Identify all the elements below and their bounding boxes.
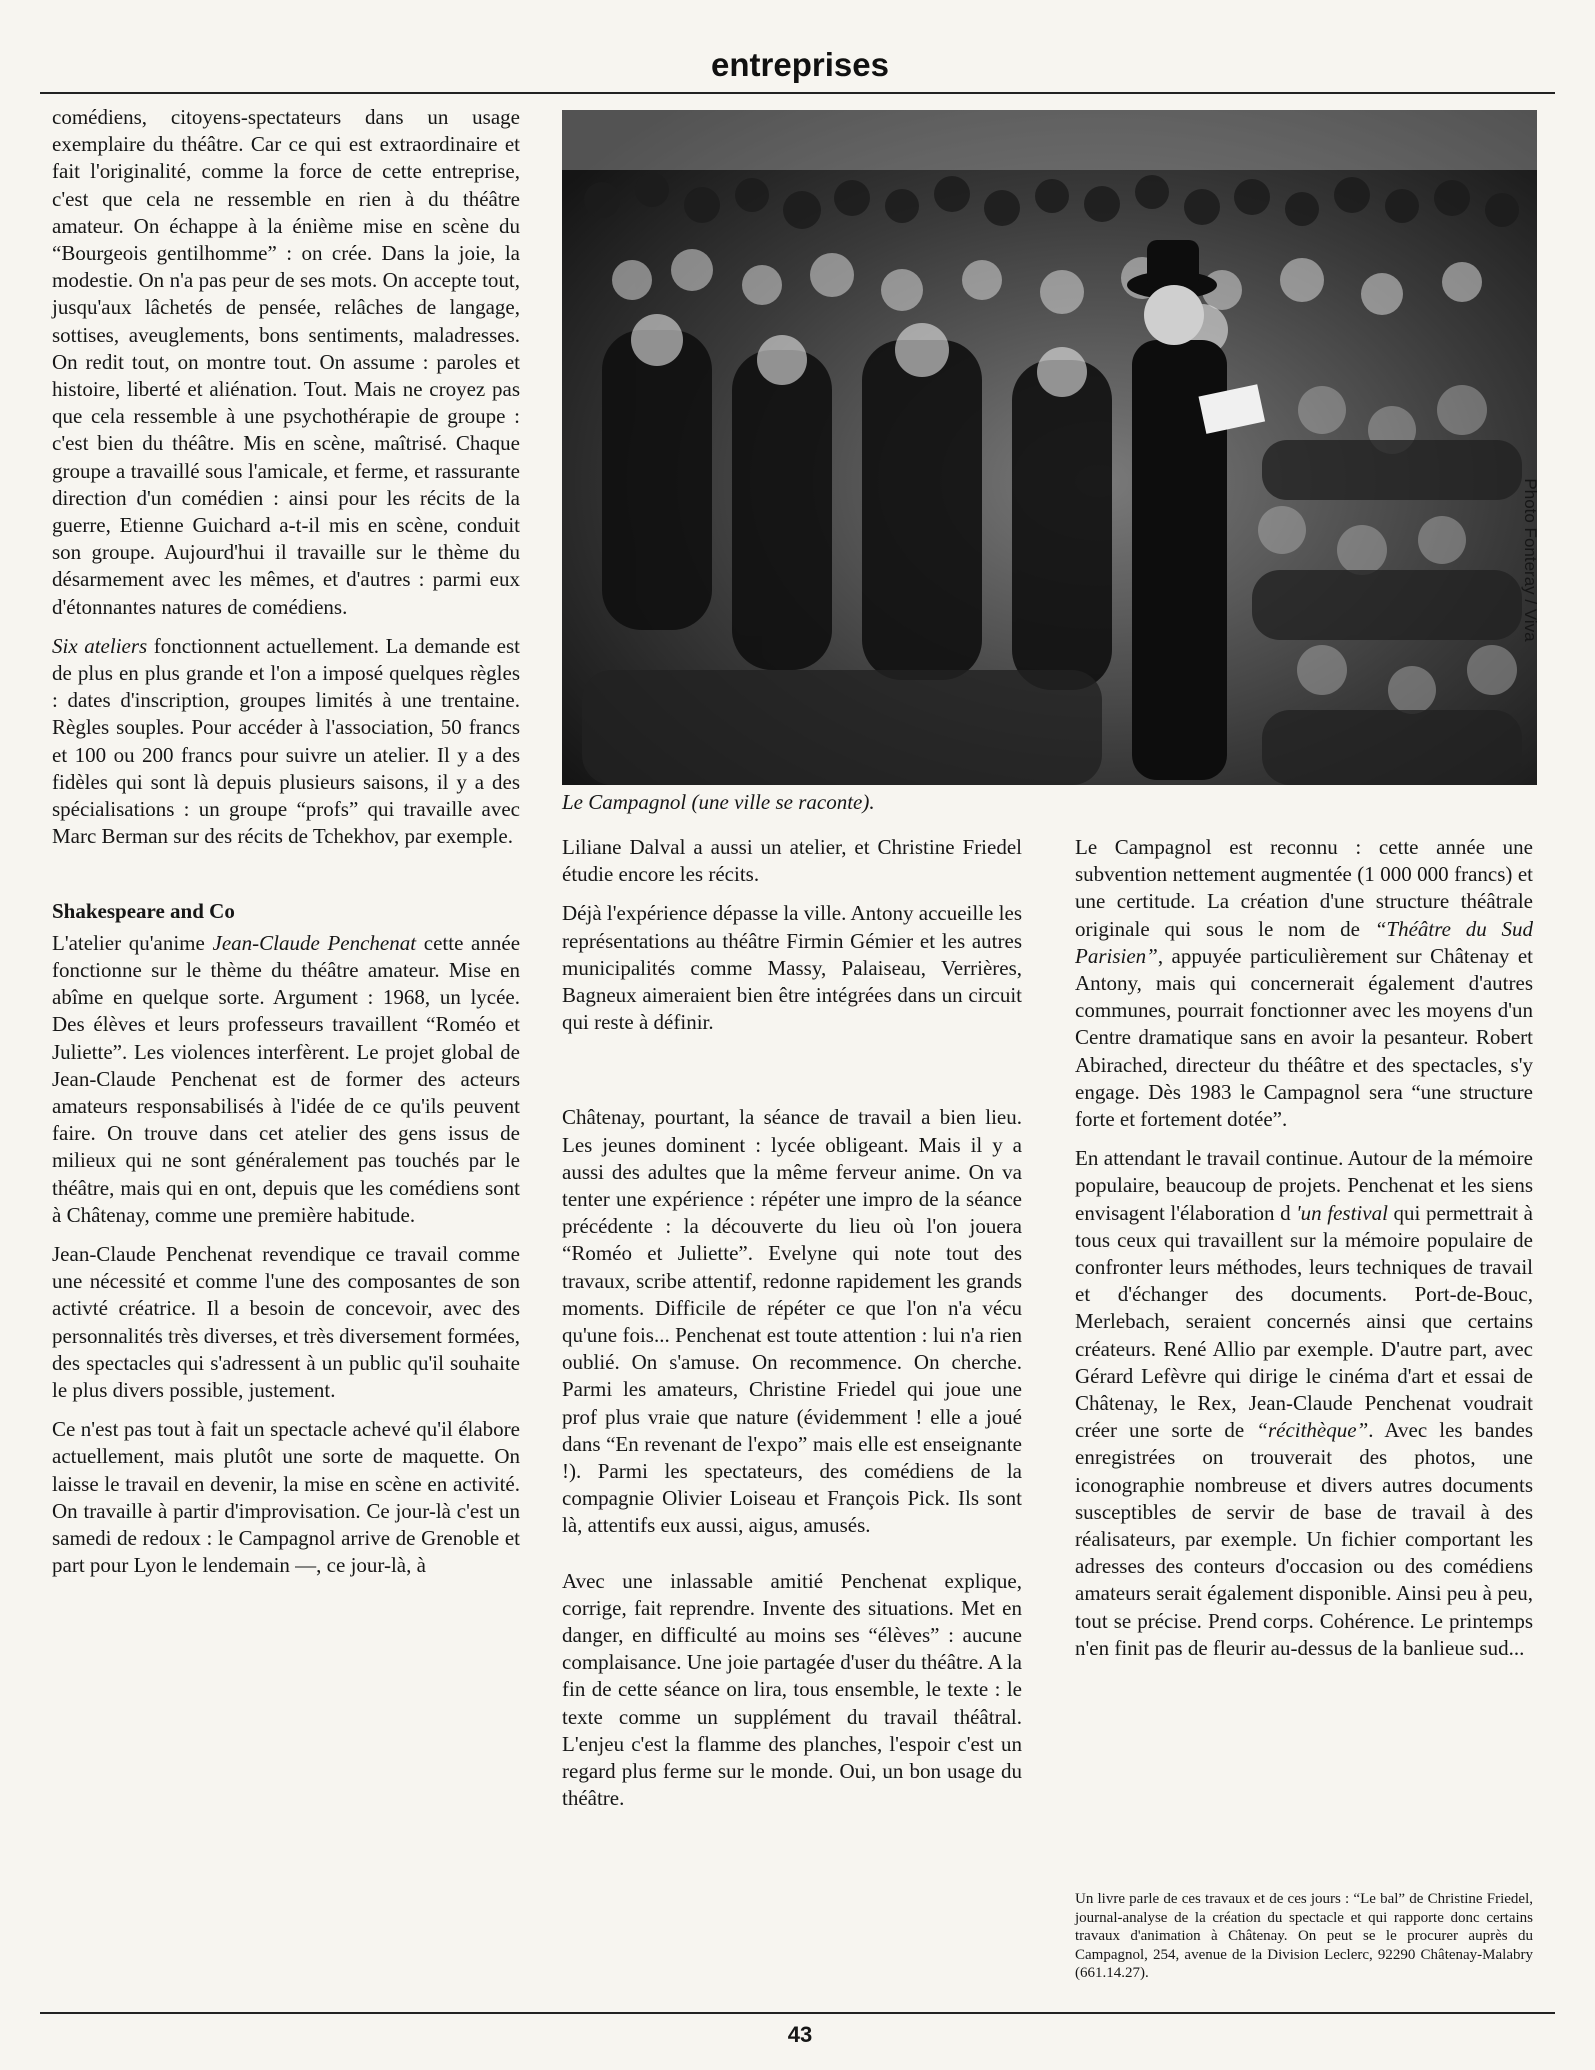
paragraph-text: fonctionnent actuellement. La demande est de plus en plus grande et l'on a imposé quelques règles : dates d'inscription, groupes limités à une trentaine. Règles souples. Pour accéder à l'association, 50 francs et 100 ou 200 francs pour suivre un atelier. Il y a des fidèles qui sont là depuis plusieurs saisons, il y a des spécialisations : un groupe “profs” qui travaille avec Marc Berman sur des récits de Tchekhov, par exemple. [52, 633, 520, 849]
paragraph-text: qui permettrait à tous ceux qui travaillent sur la mémoire populaire de confronter leurs méthodes, leurs techniques de travail et d'échanger des documents. Port-de-Bouc, Merlebach, seraient concernés ainsi que certains créateurs. René Allio par exemple. D'autre part, avec Gérard Lefèvre qui dirige le cinéma d'art et essai de Châtenay, le Rex, Jean-Claude Penchenat voudrait créer une sorte de [1075, 1200, 1533, 1443]
paragraph-text: En attendant le travail continue. Autour de la mémoire populaire, beaucoup de projets. Penchenat et les siens envisagent l'élaboration d [1075, 1146, 1533, 1225]
paragraph-text: , appuyée particulièrement sur Châtenay et Antony, mais qui concernerait également d'autres communes, pourrait fonctionner avec les moyens d'un Centre dramatique sans en avoir la pesanteur. Robert Abirached, directeur du théâtre et des spectacles, s'y engage. Dès 1983 le Campagnol sera “une structure forte et fortement dotée”. [1075, 943, 1533, 1132]
section-title: entreprises [711, 46, 889, 83]
paragraph: Jean-Claude Penchenat revendique ce travail comme une nécessité et comme l'une des composantes de son activté créatrice. Il a besoin de concevoir, avec des personnalités très diverses, et très diversement formées, des spectacles qui s'adressent à un public qu'il souhaite le plus divers possible, justement. [52, 1241, 520, 1402]
crowd-photo [562, 110, 1537, 785]
subheading: Shakespeare and Co [52, 899, 235, 924]
photo-image [562, 110, 1537, 785]
paragraph: Châtenay, pourtant, la séance de travail a bien lieu. Les jeunes dominent : lycée obligeant. Mais il y a aussi des adultes que la même ferveur anime. On va tenter une expérience : répéter une impro de la séance précédente : la découverte du lieu où l'on jouera “Roméo et Juliette”. Evelyne qui note tout des travaux, scribe attentif, redonne rapidement les grands moments. Difficile de répéter ce que l'on n'a vécu qu'une fois... Penchenat est toute attention : lui n'a rien oublié. On s'amuse. On recommence. On cherche. Parmi les amateurs, Christine Friedel qui joue une prof plus vraie que nature (évidemment ! elle a joué dans “En revenant de l'expo” mais elle est enseignante !). Parmi les spectateurs, des comédiens de la compagnie Olivier Loiseau et François Pick. Ils sont là, attentifs eux aussi, aigus, amusés. [562, 1105, 1022, 1538]
emphasis: “Théâtre du Sud Parisien” [1075, 916, 1533, 968]
paragraph [1075, 834, 1533, 1133]
photo-credit-text: Photo Fonteray / Viva [1521, 478, 1540, 642]
emphasis: 'un festival [1296, 1200, 1388, 1225]
emphasis: Jean-Claude Penchenat [212, 930, 417, 955]
emphasis: Six ateliers [52, 633, 148, 658]
paragraph-text: Le Campagnol est reconnu : cette année une subvention nettement augmentée (1 000 000 francs) et une certitude. La création d'une structure théâtrale originale qui sous le nom de [1075, 835, 1533, 941]
footer-rule [40, 2012, 1555, 2014]
paragraph-text: . Avec les bandes enregistrées on trouverait des photos, une iconographie nombreuse et divers autres documents susceptibles de servir de base de travail à des réalisateurs, par exemple. Un fichier comportant les adresses des conteurs d'occasion ou des comédiens amateurs serait également disponible. Ainsi peu à peu, tout se précise. Prend corps. Cohérence. Le printemps n'en finit pas de fleurir au-dessus de la banlieue sud... [1075, 1418, 1533, 1660]
emphasis: “récithèque” [1256, 1418, 1369, 1443]
column-1 [52, 104, 520, 1579]
paragraph: Avec une inlassable amitié Penchenat explique, corrige, fait reprendre. Invente des situations. Met en danger, en difficulté au moins ses “élèves” : aucune complaisance. Une joie partagée d'user du théâtre. A la fin de cette séance on lira, tous ensemble, le texte : le texte comme un supplément du travail théâtral. L'enjeu c'est la flamme des planches, l'espoir c'est un regard plus ferme sur le monde. Oui, un bon usage du théâtre. [562, 1568, 1022, 1811]
paragraph [52, 930, 520, 1229]
paragraph: Déjà l'expérience dépasse la ville. Antony accueille les représentations au théâtre Firmin Gémier et les autres municipalités comme Massy, Palaiseau, Verrières, Bagneux aimeraient bien être intégrées dans un circuit qui reste à définir. [562, 901, 1022, 1035]
paragraph-text: L'atelier qu'anime [52, 930, 213, 955]
footnote: Un livre parle de ces travaux et de ces jours : “Le bal” de Christine Friedel, journal-analyse de la création du spectacle et qui rapporte donc certains travaux d'animation à Châtenay. On peut se le procurer auprès du Campagnol, 254, avenue de la Division Leclerc, 92290 Châtenay-Malabry (661.14.27). [1075, 1891, 1533, 1981]
page-number: 43 [787, 2022, 813, 2047]
column-3 [1075, 834, 1533, 1674]
paragraph [1075, 1145, 1533, 1662]
photo-caption: Le Campagnol (une ville se raconte). [562, 790, 875, 814]
paragraph-text: cette année fonctionne sur le thème du théâtre amateur. Mise en abîme en quelque sorte. Argument : 1968, un lycée. Des élèves et leurs professeurs travaillent “Roméo et Juliette”. Les violences interfèrent. Le projet global de Jean-Claude Penchenat est de former des acteurs amateurs responsabilisés à l'idée de ce qu'ils peuvent faire. On trouve dans cet atelier des gens issus de milieux qui ne sont généralement pas touchés par le théâtre, mais qui en ont, depuis que les comédiens sont à Châtenay, comme une première habitude. [52, 930, 521, 1227]
paragraph [52, 633, 520, 851]
paragraph: comédiens, citoyens-spectateurs dans un usage exemplaire du théâtre. Car ce qui est extraordinaire et fait l'originalité, comme la force de cette entreprise, c'est que cela ne ressemble en rien à du théâtre amateur. On échappe à la énième mise en scène du “Bourgeois gentilhomme” : on crée. Dans la joie, la modestie. On n'a pas peur de ses mots. On accepte tout, jusqu'aux lâchetés de pensée, relâches de langage, sottises, aveuglements, bons sentiments, maladresses. On redit tout, on montre tout. On assume : paroles et histoire, liberté et aliénation. Tout. Mais ne croyez pas que cela ressemble à une psychothérapie de groupe : c'est bien du théâtre. Mis en scène, maîtrisé. Chaque groupe a travaillé sous l'amicale, et ferme, et rassurante direction d'un comédien : ainsi pour les récits de la guerre, Etienne Guichard a-t-il mis en scène, conduit son groupe. Aujourd'hui il travaille sur le thème du désarmement avec les mêmes, et d'autres : parmi eux d'étonnantes natures de comédiens. [52, 105, 520, 619]
header-rule [40, 92, 1555, 94]
paragraph: Liliane Dalval a aussi un atelier, et Christine Friedel étudie encore les récits. [562, 835, 1022, 887]
column-2 [562, 834, 1022, 1813]
paragraph: Ce n'est pas tout à fait un spectacle achevé qu'il élabore actuellement, mais plutôt une sorte de maquette. On laisse le travail en devenir, la mise en scène en activité. On travaille à partir d'improvisation. Ce jour-là c'est un samedi de redoux : le Campagnol arrive de Grenoble et part pour Lyon le lendemain —, ce jour-là, à [52, 1417, 520, 1578]
